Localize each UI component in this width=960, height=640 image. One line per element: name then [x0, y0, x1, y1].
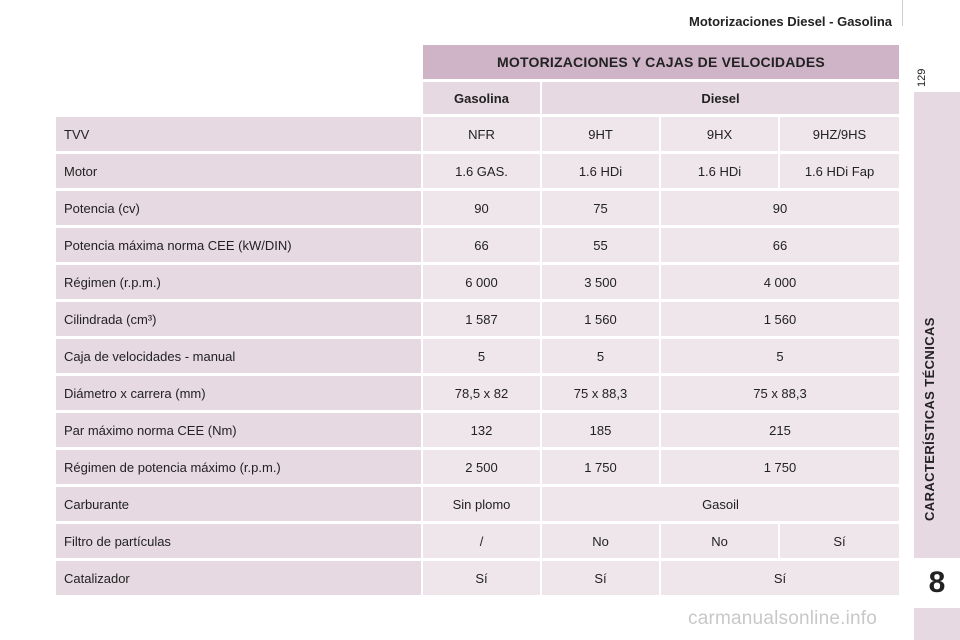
page-number: 129 [916, 68, 928, 88]
table-cell: No [661, 524, 780, 561]
table-cell: Sí [661, 561, 901, 598]
table-cell: 1 750 [661, 450, 901, 487]
row-label: Régimen (r.p.m.) [56, 265, 423, 302]
table-cell: 75 x 88,3 [661, 376, 901, 413]
row-label: TVV [56, 117, 423, 154]
table-row [56, 524, 901, 561]
table-title: MOTORIZACIONES Y CAJAS DE VELOCIDADES [423, 45, 901, 82]
table-row [56, 302, 901, 339]
table-cell: 75 [542, 191, 661, 228]
table-row [56, 561, 901, 598]
table-cell: Sí [542, 561, 661, 598]
row-label: Carburante [56, 487, 423, 524]
table-cell: 185 [542, 413, 661, 450]
chapter-number: 8 [914, 558, 960, 608]
table-cell: No [542, 524, 661, 561]
table-cell: 4 000 [661, 265, 901, 302]
table-row [56, 413, 901, 450]
table-row [56, 339, 901, 376]
table-cell: 5 [542, 339, 661, 376]
header-divider [902, 0, 903, 26]
table-row [56, 154, 901, 191]
page-header-title: Motorizaciones Diesel - Gasolina [689, 14, 892, 29]
table-cell: 9HX [661, 117, 780, 154]
row-label: Potencia máxima norma CEE (kW/DIN) [56, 228, 423, 265]
table-cell: 1 587 [423, 302, 542, 339]
table-cell: 78,5 x 82 [423, 376, 542, 413]
table-cell: 1.6 HDi Fap [780, 154, 901, 191]
table-cell: 1 750 [542, 450, 661, 487]
table-cell: NFR [423, 117, 542, 154]
table-cell: 9HZ/9HS [780, 117, 901, 154]
row-label: Motor [56, 154, 423, 191]
row-label: Cilindrada (cm³) [56, 302, 423, 339]
column-header-gasoline: Gasolina [423, 82, 542, 117]
table-cell: 1.6 HDi [661, 154, 780, 191]
table-corner-blank [56, 45, 423, 82]
table-corner-blank [56, 82, 423, 117]
table-cell: 1.6 GAS. [423, 154, 542, 191]
column-header-diesel: Diesel [542, 82, 901, 117]
table-cell: 2 500 [423, 450, 542, 487]
row-label: Filtro de partículas [56, 524, 423, 561]
table-row [56, 117, 901, 154]
table-title-row [56, 45, 901, 82]
table-row [56, 191, 901, 228]
table-row [56, 376, 901, 413]
table-cell: 1 560 [542, 302, 661, 339]
table-cell: 5 [423, 339, 542, 376]
table-cell: 66 [661, 228, 901, 265]
table-row [56, 450, 901, 487]
table-cell: Sin plomo [423, 487, 542, 524]
row-label: Catalizador [56, 561, 423, 598]
table-cell: 1.6 HDi [542, 154, 661, 191]
table-cell: 55 [542, 228, 661, 265]
row-label: Potencia (cv) [56, 191, 423, 228]
table-cell: 66 [423, 228, 542, 265]
table-cell: 9HT [542, 117, 661, 154]
row-label: Régimen de potencia máximo (r.p.m.) [56, 450, 423, 487]
table-cell: 3 500 [542, 265, 661, 302]
row-label: Diámetro x carrera (mm) [56, 376, 423, 413]
row-label: Par máximo norma CEE (Nm) [56, 413, 423, 450]
table-cell: 5 [661, 339, 901, 376]
table-cell: 75 x 88,3 [542, 376, 661, 413]
table-cell: 90 [661, 191, 901, 228]
table-cell: Gasoil [542, 487, 901, 524]
table-cell: 215 [661, 413, 901, 450]
table-cell: / [423, 524, 542, 561]
row-label: Caja de velocidades - manual [56, 339, 423, 376]
table-cell: Sí [423, 561, 542, 598]
table-cell: 132 [423, 413, 542, 450]
table-cell: 90 [423, 191, 542, 228]
table-group-header-row [56, 82, 901, 117]
chapter-side-tab-label: CARACTERÍSTICAS TÉCNICAS [922, 317, 937, 521]
table-cell: Sí [780, 524, 901, 561]
engine-gearbox-table [56, 45, 901, 598]
table-row [56, 265, 901, 302]
table-row [56, 487, 901, 524]
watermark-text: carmanualsonline.info [688, 608, 878, 629]
table-cell: 6 000 [423, 265, 542, 302]
table-cell: 1 560 [661, 302, 901, 339]
table-row [56, 228, 901, 265]
